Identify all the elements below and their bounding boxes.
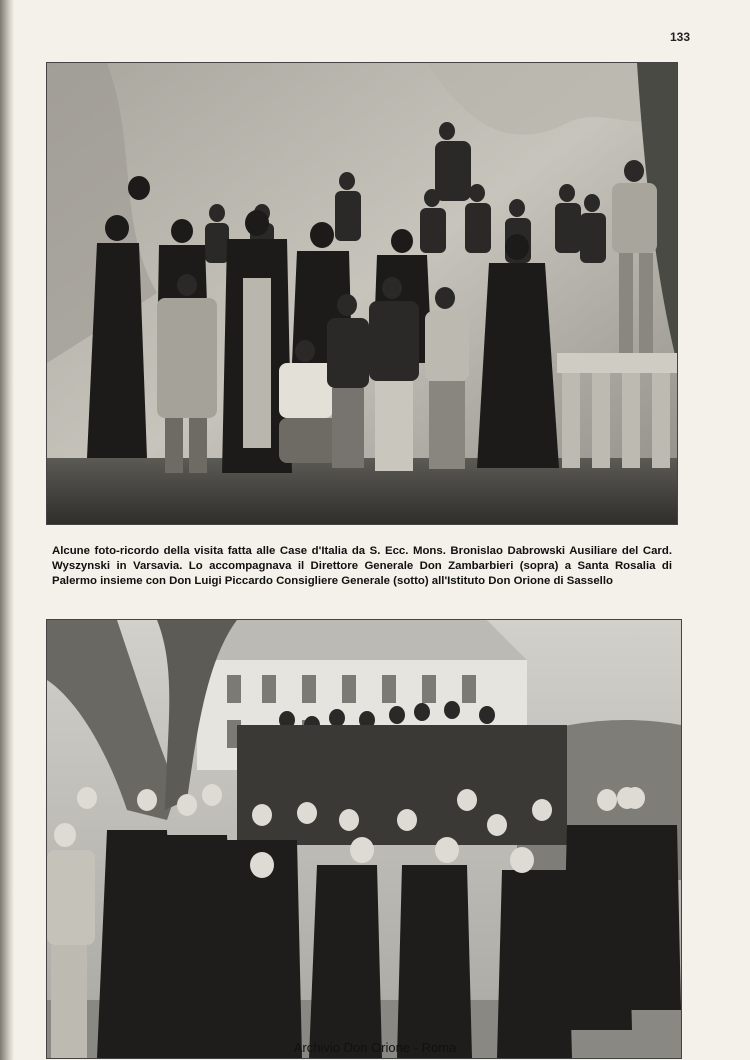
page-number: 133 [669,30,690,44]
top-photo-image [47,63,677,524]
bottom-photo-image [47,620,681,1058]
photo-caption: Alcune foto-ricordo della visita fatta alle Case d'Italia da S. Ecc. Mons. Bronislao Dabrowski Ausiliare del Card. Wyszynski in Varsavia. Lo accompagnava il Direttore Generale Don Zambarbieri (sopra) a Santa Rosalia di Palermo insieme con Don Luigi Piccardo Consigliere Generale (sotto) all'Istituto Don Orione di Sassello [52,545,672,587]
page-spine-shadow [0,0,14,1060]
bottom-group-photo [46,619,682,1059]
archive-footer: Archivio Don Orione - Roma [293,1040,457,1055]
top-group-photo [46,62,678,525]
